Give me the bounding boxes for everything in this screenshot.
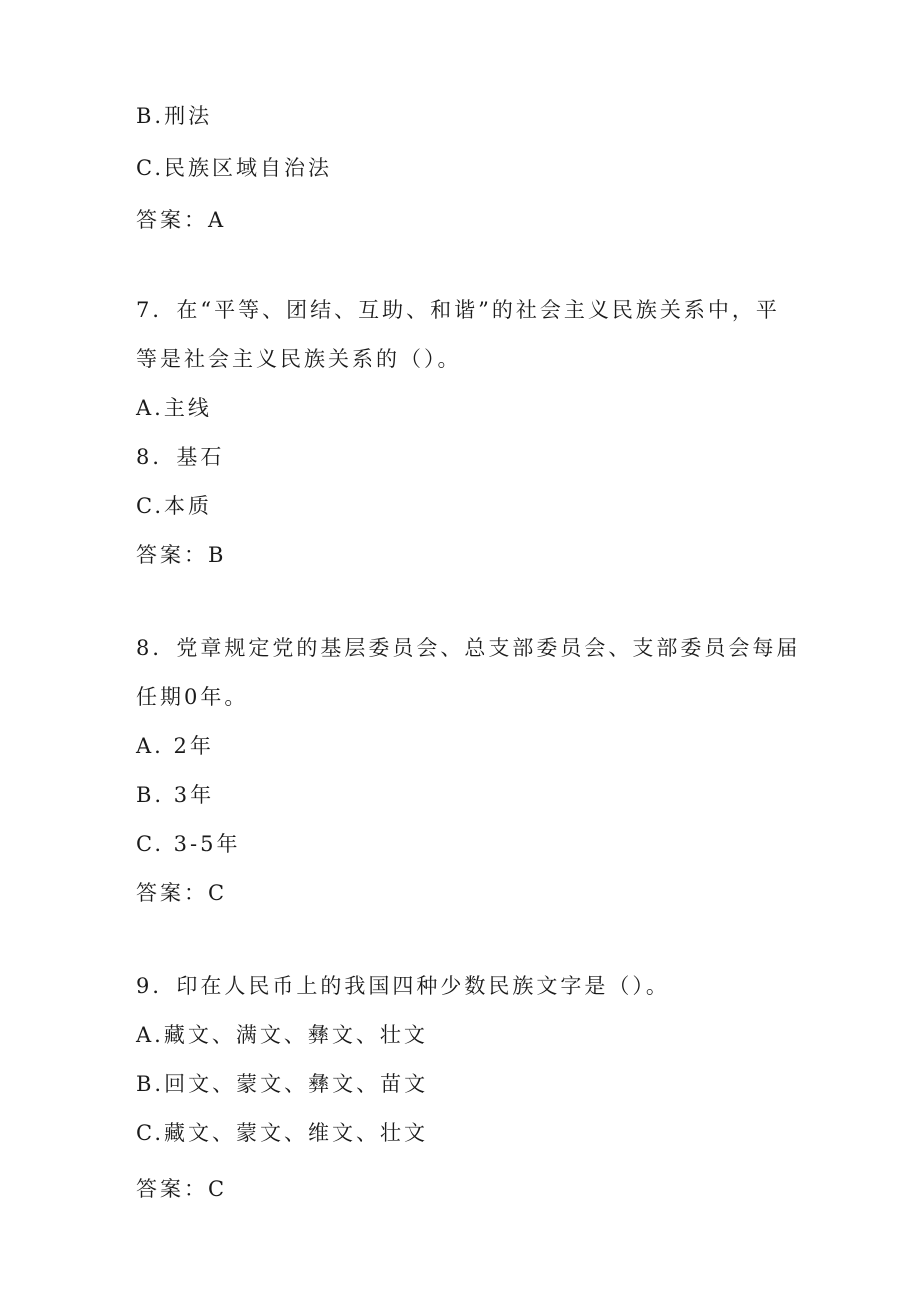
option-c-q7: C.本质 — [136, 494, 212, 518]
option-b-q8: B. 3年 — [136, 783, 215, 807]
question-8-line-1: 8．党章规定党的基层委员会、总支部委员会、支部委员会每届 — [136, 636, 801, 660]
answer-q8: 答案：C — [136, 881, 228, 905]
option-c-q9: C.藏文、蒙文、维文、壮文 — [136, 1121, 428, 1145]
answer-q6: 答案：A — [136, 208, 227, 232]
option-c-q6: C.民族区域自治法 — [136, 156, 332, 180]
answer-q9: 答案：C — [136, 1177, 228, 1201]
option-c-q8: C. 3-5年 — [136, 832, 241, 856]
question-9: 9．印在人民币上的我国四种少数民族文字是（）。 — [136, 974, 670, 998]
answer-q7: 答案：B — [136, 543, 227, 567]
question-7-line-1: 7．在“平等、团结、互助、和谐”的社会主义民族关系中，平 — [136, 298, 780, 322]
option-a-q9: A.藏文、满文、彝文、壮文 — [136, 1023, 428, 1047]
question-7-line-2: 等是社会主义民族关系的（）。 — [136, 347, 462, 371]
option-b-q7: 8．基石 — [136, 445, 225, 469]
option-b-q6: B.刑法 — [136, 104, 213, 128]
option-a-q8: A. 2年 — [136, 734, 214, 758]
question-8-line-2: 任期0年。 — [136, 685, 249, 709]
option-a-q7: A.主线 — [136, 396, 212, 420]
option-b-q9: B.回文、蒙文、彝文、苗文 — [136, 1072, 429, 1096]
